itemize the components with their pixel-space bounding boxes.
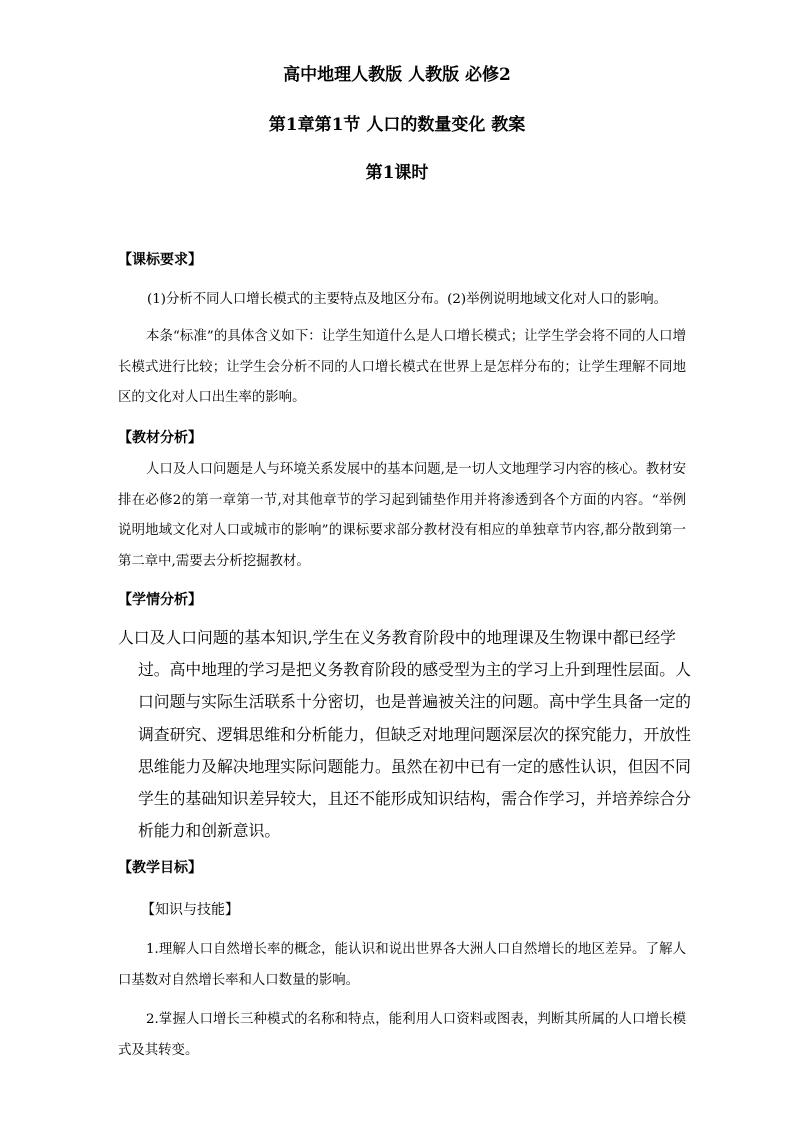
- objective-item-1: 1.理解人口自然增长率的概念，能认识和说出世界各大洲人口自然增长的地区差异。了解人口基数对自然增长率和人口数量的影响。: [118, 942, 686, 988]
- document-title-period: 第1课时: [365, 163, 429, 183]
- textbook-analysis: 人口及人口问题是人与环境关系发展中的基本问题,是一切人文地理学习内容的核心。教材安排在必修2的第一章第一节,对其他章节的学习起到铺垫作用并将渗透到各个方面的内容。“举例说明地域文化对人口或城市的影响”的课标要求部分教材没有相应的单独章节内容,都分散到第一第二章中,需要去分析挖掘教材。: [118, 462, 686, 569]
- section-heading-textbook: 【教材分析】: [118, 430, 202, 446]
- objectives-subheading-knowledge: 【知识与技能】: [141, 902, 239, 918]
- document-title-course: 高中地理人教版 人教版 必修2: [283, 65, 511, 85]
- document-title-lesson: 第1章第1节 人口的数量变化 教案: [268, 115, 526, 135]
- section-heading-students: 【学情分析】: [118, 592, 202, 608]
- curriculum-explanation: 本条“标准”的具体含义如下：让学生知道什么是人口增长模式；让学生学会将不同的人口增长模式进行比较；让学生会分析不同的人口增长模式在世界上是怎样分布的；让学生理解不同地区的文化对人口出生率的影响。: [118, 329, 686, 405]
- objective-item-2: 2.掌握人口增长三种模式的名称和特点，能利用人口资料或图表，判断其所属的人口增长模式及其转变。: [118, 1012, 686, 1058]
- student-analysis: 人口及人口问题的基本知识,学生在义务教育阶段中的地理课及生物课中都已经学过。高中地理的学习是把义务教育阶段的感受型为主的学习上升到理性层面。人口问题与实际生活联系十分密切，也是普遍被关注的问题。高中学生具备一定的调查研究、逻辑思维和分析能力，但缺乏对地理问题深层次的探究能力，开放性思维能力及解决地理实际问题能力。虽然在初中已有一定的感性认识，但因不同学生的基础知识差异较大，且还不能形成知识结构，需合作学习，并培养综合分析能力和创新意识。: [118, 628, 691, 841]
- curriculum-requirement: (1)分析不同人口增长模式的主要特点及地区分布。(2)举例说明地域文化对人口的影响。: [147, 292, 667, 307]
- section-heading-curriculum: 【课标要求】: [118, 252, 202, 268]
- section-heading-objectives: 【教学目标】: [118, 860, 202, 876]
